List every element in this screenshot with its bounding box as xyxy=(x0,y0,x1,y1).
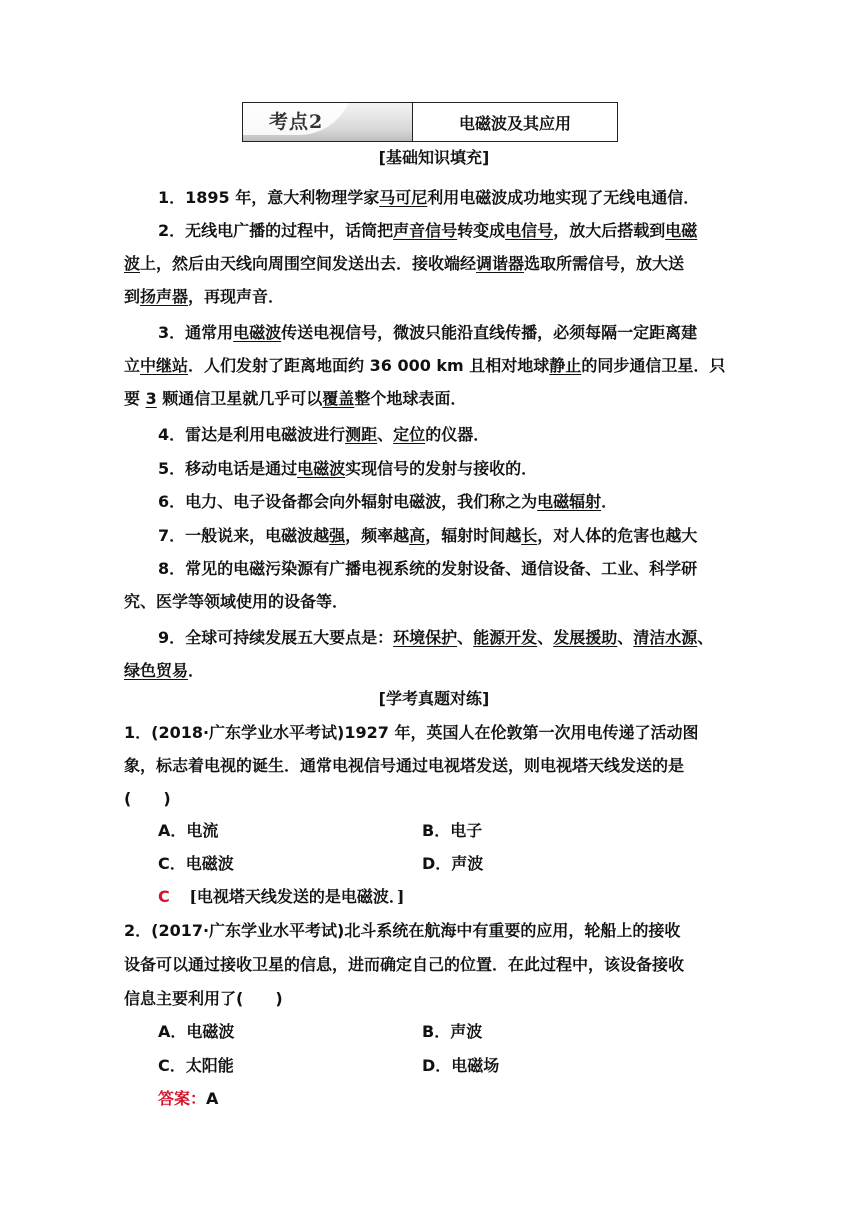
text-segment: ，辐射时间越 xyxy=(425,526,522,545)
basics-line xyxy=(124,355,744,377)
fill-in-answer: 能源开发 xyxy=(473,628,538,647)
q1-line-1: 1．(2018·广东学业水平考试)1927 年，英国人在伦敦第一次用电传递了活动图 xyxy=(124,723,699,742)
q2-answer-label: 答案： xyxy=(158,1089,207,1108)
q1-answer xyxy=(158,886,404,908)
q2-line-1: 2．(2017·广东学业水平考试)北斗系统在航海中有重要的应用，轮船上的接收 xyxy=(124,921,681,940)
q2-line-3: 信息主要利用了( ) xyxy=(124,989,283,1008)
text-segment: 1．1895 年，意大利物理学家 xyxy=(158,188,380,207)
text-segment: 8．常见的电磁污染源有广播电视系统的发射设备、通信设备、工业、科学研 xyxy=(158,559,698,578)
text-segment: 整个地球表面． xyxy=(354,389,467,408)
topic-title: 电磁波及其应用 xyxy=(458,113,571,133)
q1-line-3: ( ) xyxy=(124,789,171,808)
basics-line xyxy=(158,558,778,580)
q2-option-c: C．太阳能 xyxy=(158,1056,234,1075)
q2-line-2: 设备可以通过接收卫星的信息，进而确定自己的位置．在此过程中，该设备接收 xyxy=(124,955,685,974)
text-segment: 传送电视信号，微波只能沿直线传播，必须每隔一定距离建 xyxy=(281,323,698,342)
fill-in-answer: 清洁水源 xyxy=(633,628,698,647)
basics-line xyxy=(158,458,778,480)
text-segment: ． xyxy=(188,661,205,680)
text-segment: 、 xyxy=(457,628,474,647)
text-segment: 转变成 xyxy=(457,221,506,240)
fill-in-answer: 3 xyxy=(145,389,157,408)
fill-in-answer: 声音信号 xyxy=(393,221,458,240)
basics-line xyxy=(158,220,778,242)
topic-tag: 考点2 xyxy=(269,111,324,133)
text-segment: 实现信号的发射与接收的． xyxy=(345,459,538,478)
fill-in-answer: 马可尼 xyxy=(379,188,428,207)
text-segment: 的同步通信卫星．只 xyxy=(581,356,726,375)
fill-in-answer: 电信号 xyxy=(505,221,554,240)
text-segment: ，频率越 xyxy=(345,526,410,545)
fill-in-answer: 电磁波 xyxy=(233,323,282,342)
q2-option-b: B．声波 xyxy=(422,1022,483,1041)
q2-option-a: A．电磁波 xyxy=(158,1022,235,1041)
fill-in-answer: 扬声器 xyxy=(140,287,189,306)
text-segment: ，对人体的危害也越大 xyxy=(537,526,698,545)
text-segment: 、 xyxy=(377,425,394,444)
basics-line xyxy=(158,627,778,649)
topic-tag-badge xyxy=(243,103,413,141)
basics-line xyxy=(124,253,744,275)
text-segment: 6．电力、电子设备都会向外辐射电磁波，我们称之为 xyxy=(158,492,538,511)
text-segment: ，放大后搭载到 xyxy=(553,221,666,240)
q1-answer-letter: C xyxy=(158,887,170,906)
basics-line xyxy=(158,424,778,446)
text-segment: 究、医学等领域使用的设备等． xyxy=(124,592,349,611)
section-title-practice: [学考真题对练] xyxy=(378,689,490,708)
text-segment: 立 xyxy=(124,356,141,375)
q1-option-c: C．电磁波 xyxy=(158,854,234,873)
section-title-basics: [基础知识填充] xyxy=(378,148,490,167)
q1-option-a: A．电流 xyxy=(158,821,219,840)
topic-header xyxy=(242,102,618,142)
q1-option-b: B．电子 xyxy=(422,821,483,840)
fill-in-answer: 高 xyxy=(409,526,426,545)
basics-line xyxy=(124,388,744,410)
text-segment: 利用电磁波成功地实现了无线电通信． xyxy=(427,188,700,207)
q1-line-2: 象，标志着电视的诞生．通常电视信号通过电视塔发送，则电视塔天线发送的是 xyxy=(124,756,685,775)
basics-line xyxy=(124,286,744,308)
text-segment: 到 xyxy=(124,287,141,306)
text-segment: 选取所需信号，放大送 xyxy=(524,254,685,273)
text-segment: 3．通常用 xyxy=(158,323,234,342)
text-segment: ． xyxy=(601,492,618,511)
basics-line xyxy=(158,187,778,209)
text-segment: 要 xyxy=(124,389,146,408)
fill-in-answer: 绿色贸易 xyxy=(124,661,189,680)
text-segment: 颗通信卫星就几乎可以 xyxy=(156,389,323,408)
fill-in-answer: 测距 xyxy=(345,425,378,444)
fill-in-answer: 中继站 xyxy=(140,356,189,375)
text-segment: 2．无线电广播的过程中，话筒把 xyxy=(158,221,394,240)
fill-in-answer: 强 xyxy=(329,526,346,545)
q1-option-d: D．声波 xyxy=(422,854,484,873)
fill-in-answer: 电磁 xyxy=(665,221,698,240)
text-segment: 9．全球可持续发展五大要点是： xyxy=(158,628,394,647)
q2-answer-value: A xyxy=(206,1089,219,1108)
q2-option-d: D．电磁场 xyxy=(422,1056,500,1075)
fill-in-answer: 发展援助 xyxy=(553,628,618,647)
text-segment: 、 xyxy=(697,628,714,647)
fill-in-answer: 覆盖 xyxy=(322,389,355,408)
fill-in-answer: 波 xyxy=(124,254,141,273)
q2-answer xyxy=(158,1088,218,1110)
text-segment: 、 xyxy=(537,628,554,647)
basics-line xyxy=(158,525,778,547)
fill-in-answer: 定位 xyxy=(393,425,426,444)
text-segment: 7．一般说来，电磁波越 xyxy=(158,526,330,545)
text-segment: 4．雷达是利用电磁波进行 xyxy=(158,425,346,444)
text-segment: 、 xyxy=(617,628,634,647)
text-segment: ，再现声音． xyxy=(188,287,285,306)
q1-explanation: [电视塔天线发送的是电磁波．] xyxy=(189,887,405,906)
basics-line xyxy=(124,660,744,682)
fill-in-answer: 长 xyxy=(521,526,538,545)
fill-in-answer: 环境保护 xyxy=(393,628,458,647)
fill-in-answer: 静止 xyxy=(549,356,582,375)
text-segment: ．人们发射了距离地面约 36 000 km 且相对地球 xyxy=(188,356,550,375)
text-segment: 上，然后由天线向周围空间发送出去．接收端经 xyxy=(140,254,477,273)
fill-in-answer: 调谐器 xyxy=(476,254,525,273)
fill-in-answer: 电磁波 xyxy=(297,459,346,478)
basics-line xyxy=(158,322,778,344)
basics-line xyxy=(158,491,778,513)
fill-in-answer: 电磁辐射 xyxy=(537,492,602,511)
basics-line xyxy=(124,591,744,613)
text-segment: 的仪器． xyxy=(425,425,490,444)
text-segment: 5．移动电话是通过 xyxy=(158,459,298,478)
